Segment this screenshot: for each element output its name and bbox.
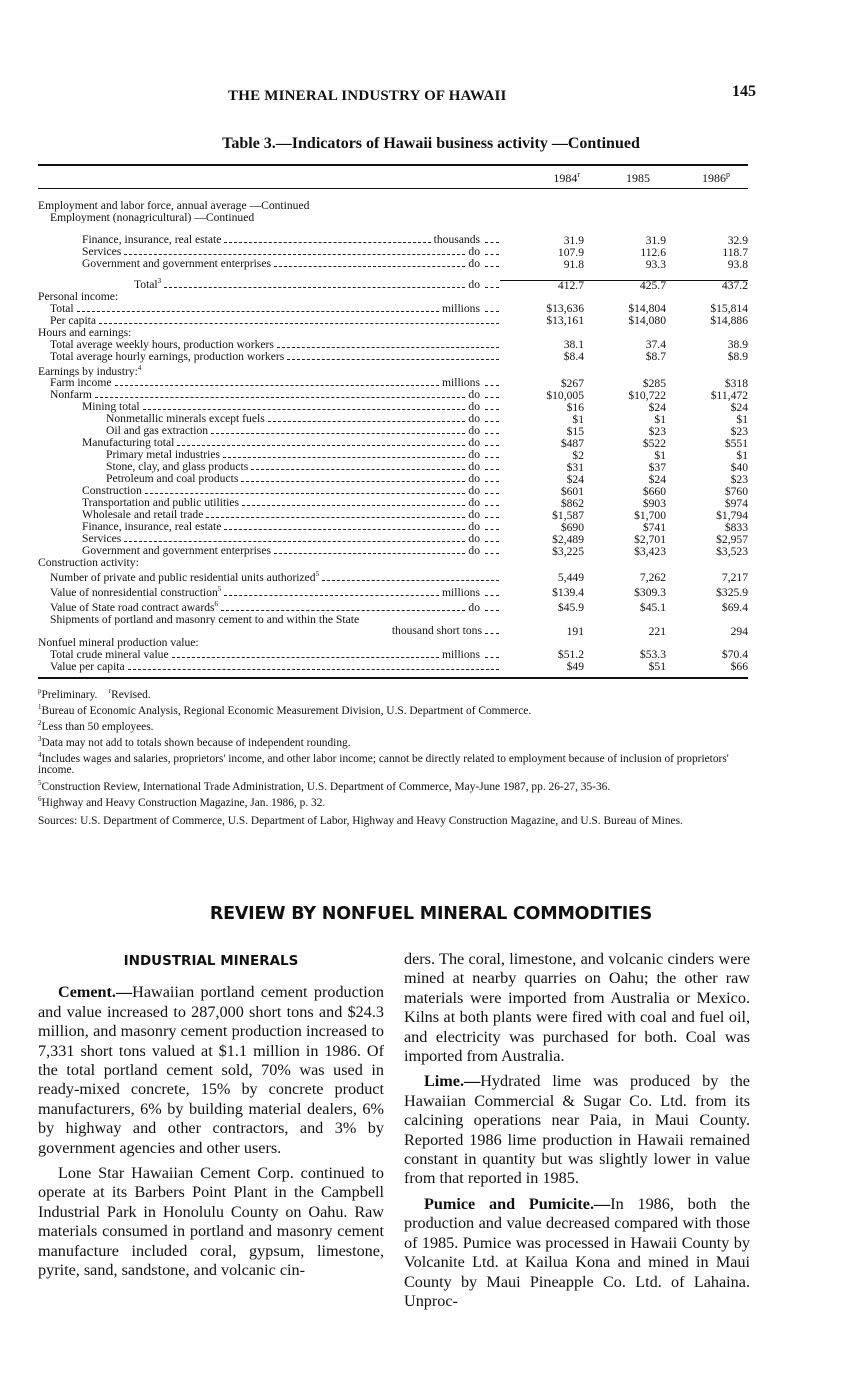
cell-value: $45.9: [557, 600, 584, 614]
row-unit: do: [468, 473, 480, 486]
subheading-industrial-minerals: INDUSTRIAL MINERALS: [123, 953, 299, 969]
cell-value: $13,161: [546, 314, 584, 328]
cell-value: $2,701: [634, 532, 666, 546]
cell-value: $741: [642, 520, 666, 534]
cell-value: $10,722: [628, 388, 666, 402]
row-label: Hours and earnings:: [38, 326, 132, 339]
table-bottom-rule: [38, 677, 748, 679]
cell-value: 221: [648, 624, 666, 638]
row-label: Shipments of portland and masonry cement to and within the State: [50, 613, 360, 626]
row-label: Services: [82, 533, 122, 546]
table-row: [38, 545, 750, 557]
cell-value: $31: [566, 460, 584, 474]
cell-value: 107.9: [557, 245, 584, 259]
footnote: $^3$Data may not add to totals shown because of independent rounding.: [38, 735, 351, 749]
cell-value: $24: [566, 472, 584, 486]
row-label: Government and government enterprises: [82, 545, 271, 558]
table-row: [38, 315, 750, 327]
table-row: [38, 485, 750, 497]
cell-value: $40: [730, 460, 748, 474]
paragraph: Lone Star Hawaiian Cement Corp. continued to operate at its Barbers Point Plant in the Campbell Industrial Park in Honolulu County on Oahu. Raw materials consumed in portland and masonry cement manufacture included coral, gypsum, limestone, pyrite, sand, sandstone, and volcanic cin-: [38, 1164, 384, 1280]
table-row: [38, 637, 750, 649]
cell-value: $690: [560, 520, 584, 534]
cell-value: $69.4: [721, 600, 748, 614]
row-unit: do: [468, 497, 480, 510]
cell-value: $14,886: [710, 314, 748, 328]
cell-value: $8.9: [727, 349, 748, 363]
row-unit: thousands: [433, 234, 480, 247]
row-label: thousand short tons: [391, 625, 482, 638]
paragraph: Pumice and Pumicite.—In 1986, both the production and value decreased compared with those of 1985. Pumice was processed in Hawaii County by Volcanite Ltd. at Kailua Kona and mined in Maui County by Maui Pineapple Co. Ltd. of Lahaina. Unproc-: [404, 1194, 750, 1310]
cell-value: $487: [560, 436, 584, 450]
row-label: Construction: [82, 485, 142, 498]
row-label: Number of private and public residential units authorized$^5$: [50, 569, 320, 584]
cell-value: $23: [648, 424, 666, 438]
table-row: [38, 389, 750, 401]
row-label: Value of nonresidential construction$^5$: [50, 584, 222, 599]
cell-value: [502, 291, 584, 303]
table-row: [38, 246, 750, 258]
row-label: Nonfarm: [50, 389, 92, 402]
cell-value: $14,804: [628, 302, 666, 316]
row-unit: do: [468, 389, 480, 402]
cell-value: 32.9: [727, 233, 748, 247]
table-row: [38, 303, 750, 315]
cell-value: 7,217: [721, 571, 748, 585]
row-label: Per capita: [50, 314, 97, 327]
cell-value: $1: [654, 448, 666, 462]
cell-value: [584, 327, 666, 339]
cell-value: $16: [566, 400, 584, 414]
cell-value: [502, 363, 584, 378]
indicators-table: [38, 200, 750, 673]
row-label: Mining total: [82, 401, 140, 414]
cell-value: $833: [724, 520, 748, 534]
cell-value: $49: [566, 660, 584, 674]
footnote: $^6$Highway and Heavy Construction Magazine, Jan. 1986, p. 32.: [38, 795, 326, 809]
row-label: Employment and labor force, annual average —Continued: [38, 200, 310, 212]
cell-value: [502, 200, 584, 212]
row-unit: do: [468, 437, 480, 450]
cell-value: $45.1: [639, 600, 666, 614]
cell-value: 294: [730, 624, 748, 638]
row-label: Total crude mineral value: [50, 648, 169, 661]
cell-value: $3,423: [634, 544, 666, 558]
table-row: [38, 258, 750, 270]
cell-value: [584, 637, 666, 649]
cell-value: $1: [572, 412, 584, 426]
table-row: [38, 425, 750, 437]
footnote: $^p$Preliminary. $^r$Revised.: [38, 687, 151, 701]
table-caption: Table 3.—Indicators of Hawaii business activity —Continued: [222, 135, 640, 152]
table-row: [38, 497, 750, 509]
table-row: [38, 614, 750, 626]
paragraph: Lime.—Hydrated lime was produced by the Hawaiian Commercial & Sugar Co. Ltd. from its calcining operations near Paia, in Maui County. Reported 1986 lime production in Hawaii remained constant in quantity but was slightly lower in value from that reported in 1985.: [404, 1072, 750, 1188]
cell-value: 425.7: [639, 278, 666, 292]
table-header-rule: [38, 188, 748, 189]
row-label: Petroleum and coal products: [106, 473, 239, 486]
cell-value: [584, 291, 666, 303]
cell-value: [502, 327, 584, 339]
table-row: [38, 327, 750, 339]
table-row: [38, 625, 750, 637]
cell-value: $1,587: [552, 508, 584, 522]
table-row: [38, 449, 750, 461]
cell-value: $15,814: [710, 302, 748, 316]
cell-value: $318: [724, 376, 748, 390]
row-label: Farm income: [50, 377, 112, 390]
cell-value: 118.7: [722, 245, 748, 259]
table-row: [38, 339, 750, 351]
row-label: Transportation and public utilities: [82, 497, 240, 510]
table-row: [38, 223, 750, 234]
row-unit: millions: [441, 377, 480, 390]
cell-value: $285: [642, 376, 666, 390]
cell-value: 31.9: [563, 233, 584, 247]
cell-value: [666, 200, 750, 212]
cell-value: [502, 637, 584, 649]
cell-value: $23: [730, 472, 748, 486]
row-unit: millions: [441, 648, 480, 661]
row-label: Wholesale and retail trade: [82, 509, 204, 522]
cell-value: $3,225: [552, 544, 584, 558]
page-number: 145: [732, 83, 756, 100]
cell-value: $601: [560, 484, 584, 498]
cell-value: [666, 327, 750, 339]
row-label: Value of State road contract awards$^6$: [50, 599, 218, 614]
cell-value: $8.4: [563, 349, 584, 363]
cell-value: $551: [724, 436, 748, 450]
cell-value: $1: [736, 448, 748, 462]
cell-value: $2: [572, 448, 584, 462]
row-label: Total average weekly hours, production workers: [50, 338, 274, 351]
cell-value: 37.4: [645, 337, 666, 351]
row-unit: do: [468, 246, 480, 259]
footnote: $^4$Includes wages and salaries, proprietors' income, and other labor income; cannot be directly related to employment because of inclusion of proprietors' income.: [38, 751, 729, 777]
cell-value: $325.9: [716, 585, 748, 599]
cell-value: [666, 212, 750, 224]
cell-value: 38.9: [727, 337, 748, 351]
cell-value: $53.3: [639, 648, 666, 662]
cell-value: $24: [730, 400, 748, 414]
row-label: Personal income:: [38, 291, 119, 303]
table-row: [38, 461, 750, 473]
paragraph: ders. The coral, limestone, and volcanic cinders were mined at nearby quarries on Oahu; the other raw materials were imported from Australia or Mexico. Kilns at both plants were fired with coal and fuel oil, and electricity was purchased for both. Coal was imported from Australia.: [404, 950, 750, 1066]
footnote: $^5$Construction Review, International Trade Administration, U.S. Department of Commerce, May-June 1987, pp. 26-27, 35-36.: [38, 779, 611, 793]
row-unit: do: [468, 401, 480, 414]
cell-value: 7,262: [639, 571, 666, 585]
cell-value: 5,449: [557, 571, 584, 585]
row-unit: millions: [441, 302, 480, 315]
table-row: [38, 363, 750, 378]
cell-value: $1: [654, 412, 666, 426]
cell-value: [584, 557, 666, 569]
cell-value: $1: [736, 412, 748, 426]
row-unit: do: [468, 449, 480, 462]
table-row: [38, 661, 750, 673]
table-row: [38, 200, 750, 212]
row-unit: do: [468, 485, 480, 498]
table-row: [38, 521, 750, 533]
table-row: [38, 599, 750, 614]
cell-value: $37: [648, 460, 666, 474]
footnote: $^2$Less than 50 employees.: [38, 719, 154, 733]
cell-value: [584, 212, 666, 224]
cell-value: $70.4: [721, 648, 748, 662]
row-unit: do: [468, 600, 480, 614]
cell-value: $11,472: [710, 388, 748, 402]
table-row: [38, 584, 750, 599]
cell-value: $23: [730, 424, 748, 438]
cell-value: 93.8: [727, 257, 748, 271]
table-row: [38, 569, 750, 584]
cell-value: [666, 637, 750, 649]
cell-value: $139.4: [552, 585, 584, 599]
cell-value: 31.9: [645, 233, 666, 247]
row-unit: millions: [441, 585, 480, 599]
cell-value: $2,489: [552, 532, 584, 546]
table-row: [38, 377, 750, 389]
cell-value: $10,005: [546, 388, 584, 402]
row-label: Construction activity:: [38, 557, 139, 569]
cell-value: $3,523: [716, 544, 748, 558]
cell-value: $14,080: [628, 314, 666, 328]
subtotal-rule: [500, 280, 748, 281]
table-row: [38, 401, 750, 413]
table-top-rule: [38, 164, 748, 166]
row-unit: do: [468, 461, 480, 474]
cell-value: [666, 557, 750, 569]
cell-value: $903: [642, 496, 666, 510]
table-row: [38, 437, 750, 449]
cell-value: [666, 291, 750, 303]
table-row: [38, 557, 750, 569]
row-label: Nonfuel mineral production value:: [38, 637, 199, 649]
cell-value: $2,957: [716, 532, 748, 546]
row-label: Government and government enterprises: [82, 258, 271, 271]
cell-value: $309.3: [634, 585, 666, 599]
cell-value: $760: [724, 484, 748, 498]
cell-value: [502, 557, 584, 569]
row-label: Primary metal industries: [106, 449, 220, 462]
cell-value: $862: [560, 496, 584, 510]
column-header-1986: 1986$^p$: [702, 170, 730, 185]
cell-value: [666, 363, 750, 378]
table-row: [38, 649, 750, 661]
row-unit: do: [468, 413, 480, 426]
cell-value: $1,794: [716, 508, 748, 522]
column-header-1984: 1984$^r$: [553, 170, 580, 185]
cell-value: [584, 200, 666, 212]
row-unit: do: [468, 278, 480, 292]
cell-value: $51: [648, 660, 666, 674]
paragraph: Cement.—Hawaiian portland cement production and value increased to 287,000 short tons and $24.3 million, and masonry cement production increased to 7,331 short tons valued at $1.1 million in 1986. Of the total portland cement sold, 70% was used in ready-mixed concrete, 15% by concrete product manufacturers, 6% by building material dealers, 6% by highway and other contractors, and 3% by government agencies and other users.: [38, 983, 384, 1157]
row-unit: do: [468, 545, 480, 558]
table-row: [38, 413, 750, 425]
cell-value: $24: [648, 472, 666, 486]
running-title: THE MINERAL INDUSTRY OF HAWAII: [228, 88, 507, 104]
footnote: $^1$Bureau of Economic Analysis, Regional Economic Measurement Division, U.S. Department of Commerce.: [38, 703, 532, 717]
row-unit: do: [468, 509, 480, 522]
row-label: Value per capita: [50, 660, 125, 673]
table-row: [38, 351, 750, 363]
cell-value: $660: [642, 484, 666, 498]
row-label: Oil and gas extraction: [106, 425, 209, 438]
cell-value: 191: [566, 624, 584, 638]
cell-value: [584, 614, 666, 626]
row-label: Nonmetallic minerals except fuels: [106, 413, 265, 426]
cell-value: $8.7: [645, 349, 666, 363]
cell-value: $13,636: [546, 302, 584, 316]
table-row: [38, 533, 750, 545]
right-column: [404, 950, 750, 1317]
row-label: Total$^3$: [134, 277, 162, 292]
row-label: Stone, clay, and glass products: [106, 461, 249, 474]
row-label: Employment (nonagricultural) —Continued: [50, 211, 255, 224]
row-label: Finance, insurance, real estate: [82, 234, 222, 247]
table-row: [38, 291, 750, 303]
cell-value: 112.6: [640, 245, 666, 259]
row-label: Manufacturing total: [82, 437, 175, 450]
table-row: [38, 473, 750, 485]
cell-value: [584, 363, 666, 378]
cell-value: $15: [566, 424, 584, 438]
section-heading: REVIEW BY NONFUEL MINERAL COMMODITIES: [209, 904, 653, 924]
cell-value: $24: [648, 400, 666, 414]
table-row: [38, 509, 750, 521]
cell-value: $974: [724, 496, 748, 510]
row-unit: do: [468, 521, 480, 534]
cell-value: [502, 614, 584, 626]
row-label: Earnings by industry:$^4$: [38, 363, 142, 378]
left-column: [38, 950, 384, 1287]
sources-note: Sources: U.S. Department of Commerce, U.S. Department of Labor, Highway and Heavy Construction Magazine, and U.S. Bureau of Mines.: [38, 815, 683, 827]
row-label: Services: [82, 246, 122, 259]
cell-value: 437.2: [721, 278, 748, 292]
row-label: Total: [50, 302, 74, 315]
cell-value: [666, 614, 750, 626]
row-unit: do: [468, 258, 480, 271]
cell-value: 38.1: [563, 337, 584, 351]
cell-value: $51.2: [557, 648, 584, 662]
table-row: [38, 234, 750, 246]
row-unit: do: [468, 425, 480, 438]
cell-value: $1,700: [634, 508, 666, 522]
cell-value: 93.3: [645, 257, 666, 271]
cell-value: $66: [730, 660, 748, 674]
cell-value: 412.7: [557, 278, 584, 292]
cell-value: $522: [642, 436, 666, 450]
cell-value: $267: [560, 376, 584, 390]
cell-value: [502, 212, 584, 224]
column-header-1985: 1985: [626, 171, 650, 185]
row-unit: do: [468, 533, 480, 546]
row-label: Total average hourly earnings, production workers: [50, 350, 285, 363]
table-row: [38, 212, 750, 224]
cell-value: 91.8: [563, 257, 584, 271]
row-label: Finance, insurance, real estate: [82, 521, 222, 534]
